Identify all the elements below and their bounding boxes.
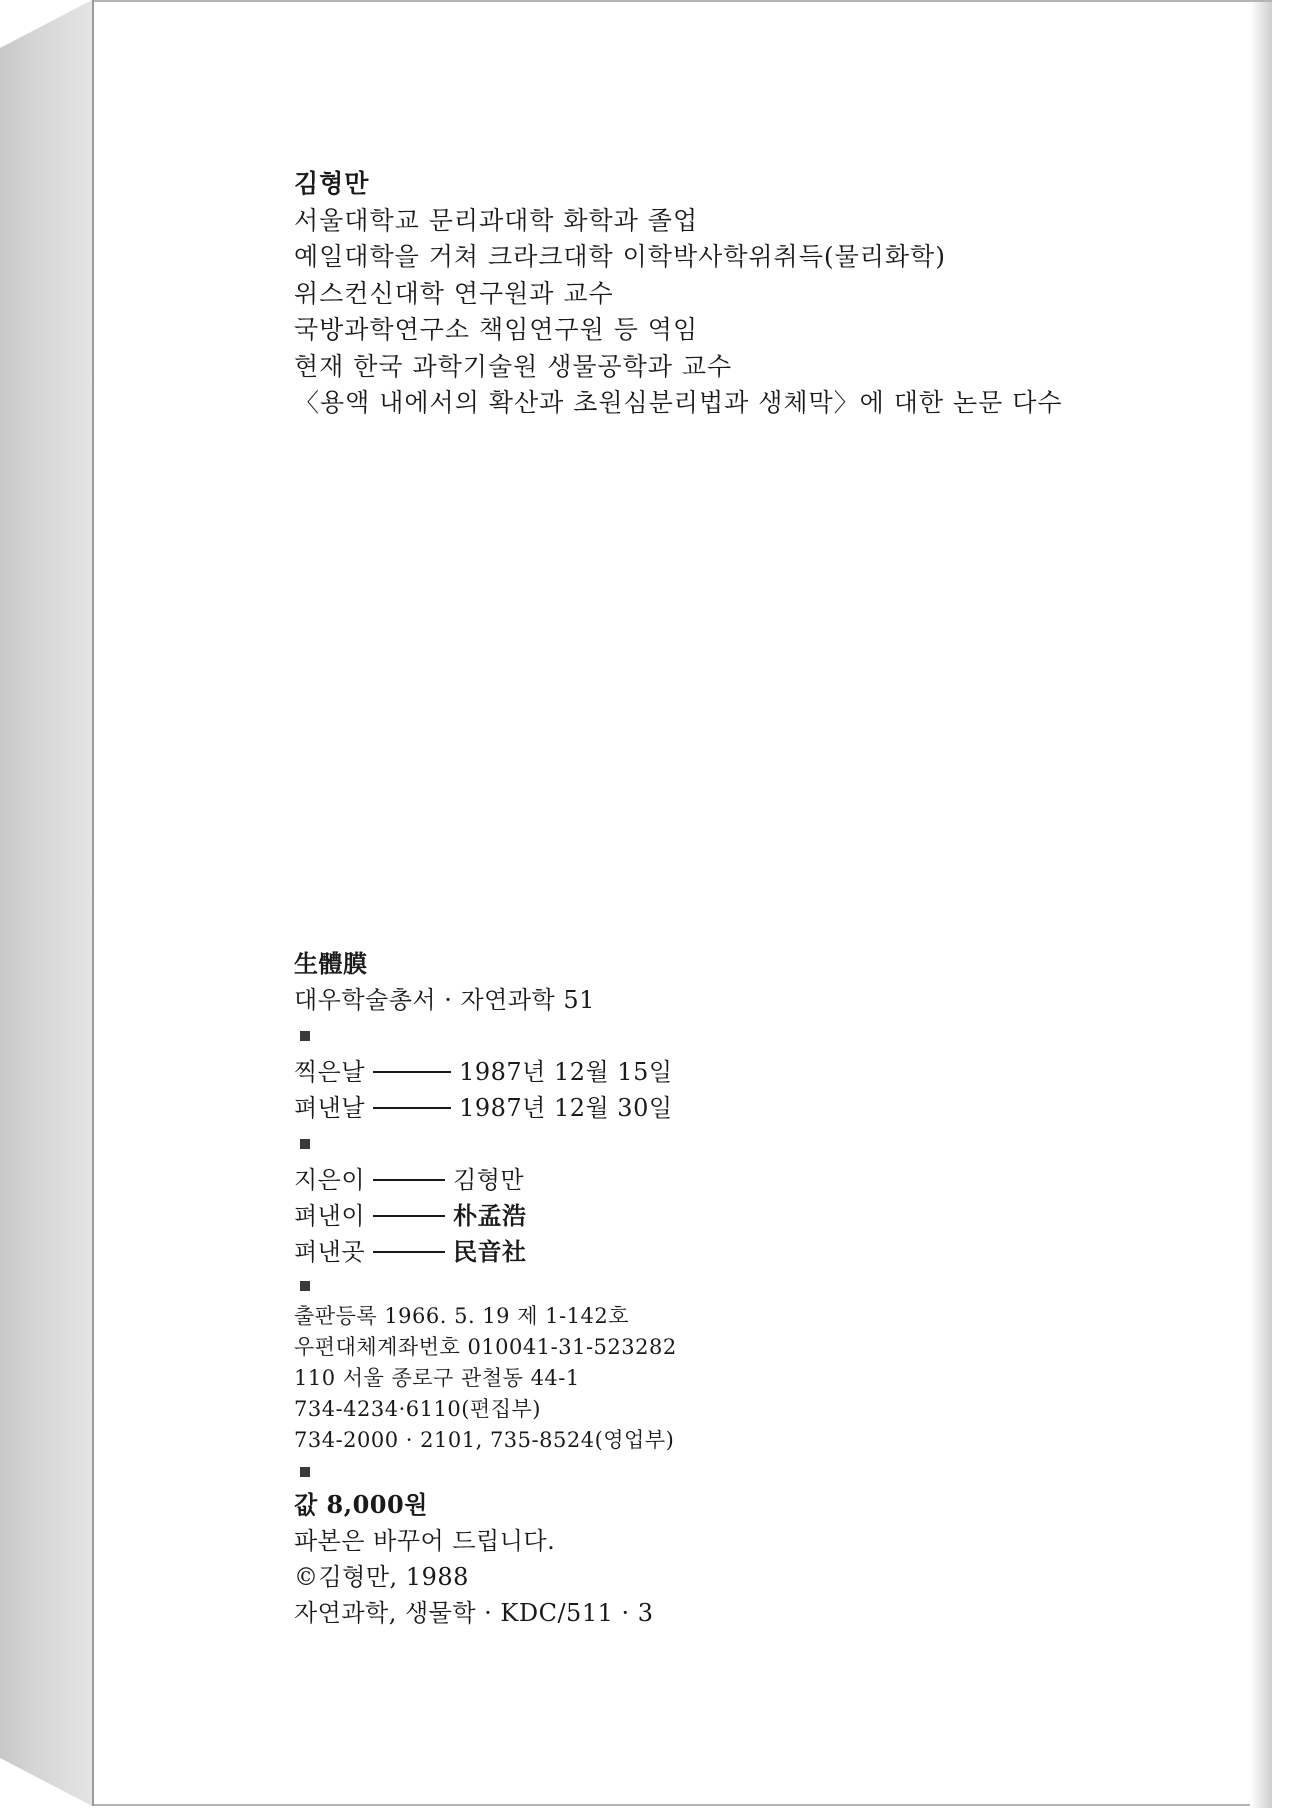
section-divider: [294, 1018, 677, 1054]
phone-sales: 734-2000 · 2101, 735-8524(영업부): [294, 1428, 675, 1452]
author-name: 김형만: [294, 169, 370, 198]
leader-dash: [373, 1251, 445, 1253]
author-value: 김형만: [453, 1166, 525, 1194]
publisher-row: [294, 1198, 677, 1234]
section-divider: [294, 1126, 677, 1162]
bio-line: 위스컨신대학 연구원과 교수: [294, 278, 614, 308]
square-bullet-icon: [300, 1031, 310, 1041]
exchange-notice: 파본은 바꾸어 드립니다.: [294, 1527, 556, 1555]
printed-label: 찍은날: [294, 1058, 366, 1086]
author-row: [294, 1162, 677, 1198]
address: 110 서울 종로구 관철동 44-1: [294, 1366, 580, 1390]
published-date: 1987년 12월 30일: [459, 1094, 673, 1122]
press-row: [294, 1234, 677, 1270]
square-bullet-icon: [300, 1139, 310, 1149]
bio-line: 서울대학교 문리과대학 화학과 졸업: [294, 205, 699, 235]
book-title: 生體膜: [294, 949, 368, 978]
classification: 자연과학, 생물학 · KDC/511 · 3: [294, 1599, 654, 1627]
series-name: 대우학술총서 · 자연과학 51: [294, 986, 595, 1014]
bio-line: 예일대학을 거쳐 크라크대학 이학박사학위취득(물리화학): [294, 242, 946, 271]
section-divider: [294, 1270, 677, 1301]
page-edge-shadow: [1250, 2, 1272, 1808]
leader-dash: [373, 1179, 445, 1181]
press-value: 民音社: [453, 1237, 527, 1266]
bio-line: 현재 한국 과학기술원 생물공학과 교수: [294, 351, 733, 381]
colophon: [294, 946, 677, 1631]
published-label: 펴낸날: [294, 1094, 366, 1122]
square-bullet-icon: [300, 1467, 310, 1477]
book-spine-edge: [0, 0, 92, 1806]
price: 값 8,000원: [294, 1490, 428, 1519]
leader-dash: [373, 1215, 445, 1217]
press-label: 펴낸곳: [294, 1238, 366, 1266]
author-label: 지은이: [294, 1166, 366, 1194]
publisher-label: 펴낸이: [294, 1202, 366, 1230]
leader-dash: [373, 1107, 451, 1109]
bio-line: 〈용액 내에서의 확산과 초원심분리법과 생체막〉에 대한 논문 다수: [294, 388, 1063, 417]
printed-date: 1987년 12월 15일: [459, 1058, 673, 1086]
leader-dash: [373, 1071, 451, 1073]
phone-editorial: 734-4234·6110(편집부): [294, 1397, 541, 1421]
registration: 출판등록 1966. 5. 19 제 1-142호: [294, 1304, 630, 1328]
printed-date-row: [294, 1054, 677, 1090]
bio-line: 국방과학연구소 책임연구원 등 역임: [294, 315, 699, 344]
section-divider: [294, 1456, 677, 1487]
publisher-value: 朴孟浩: [453, 1201, 527, 1230]
square-bullet-icon: [300, 1281, 310, 1291]
author-bio: [294, 166, 1063, 422]
published-date-row: [294, 1090, 677, 1126]
copyright: ©김형만, 1988: [294, 1563, 469, 1591]
postal-account: 우편대체계좌번호 010041-31-523282: [294, 1335, 677, 1359]
